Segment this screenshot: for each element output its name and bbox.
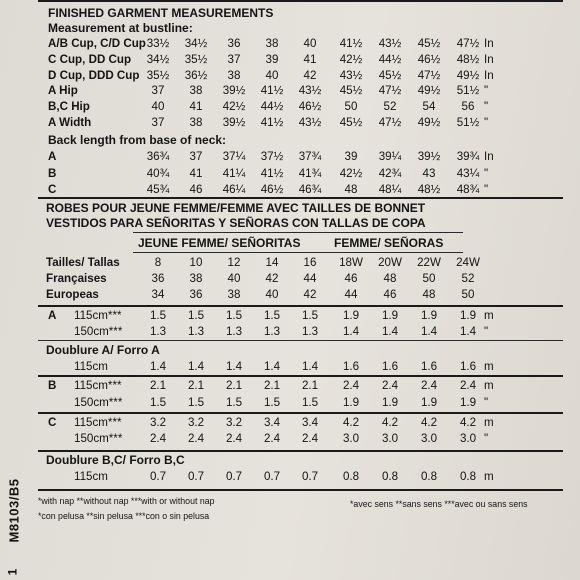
value-cell: 39 <box>344 150 358 163</box>
unit-cell: In <box>484 52 494 66</box>
row-width: 115cm*** <box>74 379 122 392</box>
value-cell: 1.4 <box>459 325 477 338</box>
value-cell: 48½ <box>456 52 480 66</box>
value-cell: 47½ <box>378 116 402 129</box>
value-cell: 1.9 <box>342 396 360 409</box>
value-cell: 1.5 <box>225 396 243 409</box>
divider <box>38 375 563 377</box>
value-cell: 35½ <box>146 68 170 82</box>
value-cell: 42½ <box>222 100 246 114</box>
value-cell: 2.4 <box>381 379 399 392</box>
value-cell: 3.4 <box>263 416 281 429</box>
robes-title-fr: ROBES POUR JEUNE FEMME/FEMME AVEC TAILLES DE BONNET <box>46 201 426 215</box>
value-cell: 45¾ <box>146 183 170 196</box>
back-length-title: Back length from base of neck: <box>48 133 227 147</box>
value-cell: 4.2 <box>459 416 477 429</box>
value-cell: 2.1 <box>187 379 205 392</box>
value-cell: 1.3 <box>149 325 167 338</box>
row-label: B <box>48 166 57 180</box>
value-cell: 0.8 <box>381 470 399 483</box>
value-cell: 46 <box>344 272 358 285</box>
value-cell: 10 <box>189 256 203 269</box>
value-cell: 24W <box>456 256 480 269</box>
row-label: C Cup, DD Cup <box>48 52 132 66</box>
value-cell: 2.4 <box>342 379 360 392</box>
group-header-femme: FEMME/ SEÑORAS <box>334 236 444 250</box>
value-cell: 1.3 <box>301 325 319 338</box>
value-cell: 44 <box>303 272 317 285</box>
pattern-code-vertical: M8103/B5 <box>6 478 22 543</box>
value-cell: 38 <box>189 116 203 129</box>
value-cell: 0.8 <box>459 470 477 483</box>
unit-cell: m <box>484 360 494 373</box>
value-cell: 52 <box>461 272 475 285</box>
unit-cell: m <box>484 309 494 322</box>
value-cell: 41½ <box>260 84 284 98</box>
value-cell: 1.9 <box>420 309 438 322</box>
value-cell: 42½ <box>339 166 363 180</box>
value-cell: 54 <box>422 100 436 114</box>
page-number: 1 <box>5 568 20 576</box>
divider <box>38 0 563 2</box>
value-cell: 46¾ <box>298 183 322 196</box>
value-cell: 45½ <box>339 116 363 129</box>
value-cell: 39¼ <box>378 150 402 163</box>
unit-cell: " <box>484 325 489 338</box>
value-cell: 38 <box>227 288 241 301</box>
value-cell: 37 <box>227 52 241 66</box>
value-cell: 44½ <box>378 52 402 66</box>
value-cell: 43¼ <box>456 166 480 180</box>
value-cell: 39½ <box>222 116 246 129</box>
value-cell: 8 <box>154 256 162 269</box>
row-label: Tailles/ Tallas <box>46 256 120 269</box>
value-cell: 39½ <box>417 150 441 163</box>
unit-cell: m <box>484 379 494 392</box>
value-cell: 47½ <box>378 84 402 98</box>
value-cell: 36¾ <box>146 150 170 163</box>
value-cell: 3.2 <box>225 416 243 429</box>
value-cell: 0.7 <box>225 470 243 483</box>
value-cell: 45½ <box>378 68 402 82</box>
value-cell: 47½ <box>417 68 441 82</box>
row-label: Françaises <box>46 272 107 285</box>
value-cell: 2.1 <box>263 379 281 392</box>
value-cell: 0.7 <box>187 470 205 483</box>
value-cell: 1.5 <box>263 396 281 409</box>
value-cell: 43½ <box>378 37 402 50</box>
value-cell: 51½ <box>456 84 480 98</box>
value-cell: 42 <box>265 272 279 285</box>
value-cell: 3.0 <box>342 432 360 445</box>
row-label: 115cm <box>74 360 108 373</box>
value-cell: 2.4 <box>459 379 477 392</box>
row-width: 150cm*** <box>74 396 123 409</box>
value-cell: 50 <box>461 288 475 301</box>
footnote-fr: *avec sens **sans sens ***avec ou sans sens <box>350 499 528 509</box>
divider <box>133 232 463 233</box>
value-cell: 1.9 <box>420 396 438 409</box>
unit-cell: " <box>484 166 489 180</box>
value-cell: 42 <box>303 68 317 82</box>
group-header-jeune: JEUNE FEMME/ SEÑORITAS <box>138 236 301 250</box>
value-cell: 3.0 <box>459 432 477 445</box>
value-cell: 16 <box>303 256 317 269</box>
value-cell: 2.4 <box>420 379 438 392</box>
value-cell: 0.8 <box>420 470 438 483</box>
row-label: A <box>48 150 57 163</box>
row-view-label: C <box>48 416 57 429</box>
value-cell: 41 <box>189 166 203 180</box>
row-label: B,C Hip <box>48 100 90 114</box>
value-cell: 2.1 <box>149 379 167 392</box>
value-cell: 48¾ <box>456 183 480 196</box>
value-cell: 35½ <box>184 52 208 66</box>
value-cell: 1.4 <box>263 360 281 373</box>
value-cell: 1.3 <box>225 325 243 338</box>
value-cell: 42 <box>303 288 317 301</box>
value-cell: 1.9 <box>342 309 360 322</box>
divider <box>38 340 563 341</box>
row-label: 115cm <box>74 470 108 483</box>
value-cell: 1.5 <box>149 396 167 409</box>
divider <box>38 305 563 307</box>
value-cell: 1.4 <box>420 325 438 338</box>
unit-cell: " <box>484 84 489 98</box>
lining-bc-title: Doublure B,C/ Forro B,C <box>46 453 185 467</box>
value-cell: 1.5 <box>263 309 281 322</box>
value-cell: 36 <box>227 37 241 50</box>
value-cell: 20W <box>378 256 402 269</box>
value-cell: 2.1 <box>301 379 319 392</box>
value-cell: 1.9 <box>381 396 399 409</box>
value-cell: 37¼ <box>222 150 246 163</box>
robes-title-es: VESTIDOS PARA SEÑORITAS Y SEÑORAS CON TALLAS DE COPA <box>46 216 426 230</box>
divider <box>38 489 563 491</box>
value-cell: 41 <box>189 100 203 114</box>
value-cell: 0.7 <box>301 470 319 483</box>
value-cell: 1.6 <box>342 360 360 373</box>
value-cell: 49½ <box>417 116 441 129</box>
value-cell: 3.0 <box>381 432 399 445</box>
value-cell: 1.5 <box>301 396 319 409</box>
value-cell: 18W <box>339 256 363 269</box>
value-cell: 3.0 <box>420 432 438 445</box>
value-cell: 37¾ <box>298 150 322 163</box>
unit-cell: In <box>484 37 494 50</box>
unit-cell: " <box>484 100 489 114</box>
value-cell: 44 <box>344 288 358 301</box>
value-cell: 1.5 <box>187 309 205 322</box>
row-view-label: B <box>48 379 57 392</box>
divider <box>38 197 563 199</box>
row-width: 115cm*** <box>74 416 122 429</box>
value-cell: 39 <box>265 52 279 66</box>
unit-cell: m <box>484 470 494 483</box>
value-cell: 1.9 <box>381 309 399 322</box>
value-cell: 14 <box>265 256 279 269</box>
value-cell: 43 <box>422 166 436 180</box>
value-cell: 48½ <box>417 183 441 196</box>
value-cell: 3.4 <box>301 416 319 429</box>
value-cell: 4.2 <box>381 416 399 429</box>
value-cell: 48 <box>422 288 436 301</box>
value-cell: 37 <box>151 116 165 129</box>
value-cell: 1.5 <box>149 309 167 322</box>
row-label: D Cup, DDD Cup <box>48 68 140 82</box>
value-cell: 42¾ <box>378 166 402 180</box>
value-cell: 36 <box>189 288 203 301</box>
value-cell: 41 <box>303 52 317 66</box>
row-label: A Hip <box>48 84 78 98</box>
value-cell: 2.4 <box>263 432 281 445</box>
row-width: 115cm*** <box>74 309 122 322</box>
row-label: C <box>48 183 57 196</box>
lining-a-title: Doublure A/ Forro A <box>46 343 160 357</box>
value-cell: 48 <box>344 183 358 196</box>
value-cell: 33½ <box>146 37 170 50</box>
value-cell: 52 <box>383 100 397 114</box>
value-cell: 1.3 <box>187 325 205 338</box>
value-cell: 50 <box>344 100 358 114</box>
value-cell: 41½ <box>339 37 363 50</box>
value-cell: 45½ <box>417 37 441 50</box>
value-cell: 1.4 <box>301 360 319 373</box>
value-cell: 48¼ <box>378 183 402 196</box>
unit-cell: " <box>484 432 489 445</box>
value-cell: 12 <box>227 256 241 269</box>
value-cell: 49½ <box>456 68 480 82</box>
value-cell: 36½ <box>184 68 208 82</box>
value-cell: 43½ <box>298 84 322 98</box>
row-label: Europeas <box>46 288 99 301</box>
value-cell: 47½ <box>456 37 480 50</box>
value-cell: 0.8 <box>342 470 360 483</box>
value-cell: 1.6 <box>381 360 399 373</box>
value-cell: 45½ <box>339 84 363 98</box>
unit-cell: " <box>484 396 489 409</box>
value-cell: 40¾ <box>146 166 170 180</box>
value-cell: 37½ <box>260 150 284 163</box>
value-cell: 46½ <box>417 52 441 66</box>
value-cell: 44½ <box>260 100 284 114</box>
value-cell: 40 <box>151 100 165 114</box>
value-cell: 46 <box>189 183 203 196</box>
value-cell: 36 <box>151 272 165 285</box>
value-cell: 40 <box>265 288 279 301</box>
row-width: 150cm*** <box>74 432 123 445</box>
divider <box>38 412 563 414</box>
value-cell: 1.4 <box>149 360 167 373</box>
value-cell: 34½ <box>146 52 170 66</box>
value-cell: 1.4 <box>342 325 360 338</box>
value-cell: 1.4 <box>381 325 399 338</box>
section-title-finished: FINISHED GARMENT MEASUREMENTS <box>48 6 274 20</box>
row-label: A/B Cup, C/D Cup <box>48 37 146 50</box>
value-cell: 41½ <box>260 166 284 180</box>
value-cell: 38 <box>227 68 241 82</box>
value-cell: 46½ <box>298 100 322 114</box>
value-cell: 37 <box>151 84 165 98</box>
value-cell: 39½ <box>222 84 246 98</box>
value-cell: 22W <box>417 256 441 269</box>
value-cell: 4.2 <box>342 416 360 429</box>
value-cell: 40 <box>265 68 279 82</box>
value-cell: 1.9 <box>459 309 477 322</box>
value-cell: 41½ <box>260 116 284 129</box>
value-cell: 2.4 <box>225 432 243 445</box>
value-cell: 1.5 <box>225 309 243 322</box>
value-cell: 46½ <box>260 183 284 196</box>
row-label: A Width <box>48 116 92 129</box>
unit-cell: In <box>484 150 494 163</box>
unit-cell: In <box>484 68 494 82</box>
value-cell: 2.4 <box>149 432 167 445</box>
value-cell: 40 <box>227 272 241 285</box>
value-cell: 1.5 <box>187 396 205 409</box>
value-cell: 1.9 <box>459 396 477 409</box>
unit-cell: m <box>484 416 494 429</box>
value-cell: 48 <box>383 272 397 285</box>
value-cell: 39¾ <box>456 150 480 163</box>
value-cell: 42½ <box>339 52 363 66</box>
value-cell: 51½ <box>456 116 480 129</box>
unit-cell: " <box>484 116 489 129</box>
value-cell: 1.4 <box>187 360 205 373</box>
value-cell: 0.7 <box>263 470 281 483</box>
value-cell: 43½ <box>339 68 363 82</box>
value-cell: 2.1 <box>225 379 243 392</box>
value-cell: 49½ <box>417 84 441 98</box>
value-cell: 2.4 <box>301 432 319 445</box>
value-cell: 34½ <box>184 37 208 50</box>
footnote-en: *with nap **without nap ***with or without nap <box>38 496 215 506</box>
value-cell: 1.5 <box>301 309 319 322</box>
value-cell: 4.2 <box>420 416 438 429</box>
value-cell: 41¼ <box>222 166 246 180</box>
value-cell: 3.2 <box>187 416 205 429</box>
divider <box>133 252 463 253</box>
value-cell: 38 <box>189 84 203 98</box>
value-cell: 43½ <box>298 116 322 129</box>
value-cell: 34 <box>151 288 165 301</box>
row-width: 150cm*** <box>74 325 123 338</box>
value-cell: 41¾ <box>298 166 322 180</box>
value-cell: 0.7 <box>149 470 167 483</box>
bustline-title: Measurement at bustline: <box>48 21 193 35</box>
value-cell: 1.6 <box>420 360 438 373</box>
value-cell: 1.3 <box>263 325 281 338</box>
value-cell: 40 <box>303 37 317 50</box>
value-cell: 1.6 <box>459 360 477 373</box>
measurement-sheet <box>38 0 563 580</box>
value-cell: 1.4 <box>225 360 243 373</box>
value-cell: 50 <box>422 272 436 285</box>
value-cell: 46¼ <box>222 183 246 196</box>
value-cell: 2.4 <box>187 432 205 445</box>
row-view-label: A <box>48 309 57 322</box>
value-cell: 38 <box>189 272 203 285</box>
value-cell: 3.2 <box>149 416 167 429</box>
unit-cell: " <box>484 183 489 196</box>
value-cell: 38 <box>265 37 279 50</box>
value-cell: 37 <box>189 150 203 163</box>
value-cell: 56 <box>461 100 475 114</box>
value-cell: 46 <box>383 288 397 301</box>
divider <box>38 450 563 452</box>
footnote-es: *con pelusa **sin pelusa ***con o sin pelusa <box>38 511 210 521</box>
